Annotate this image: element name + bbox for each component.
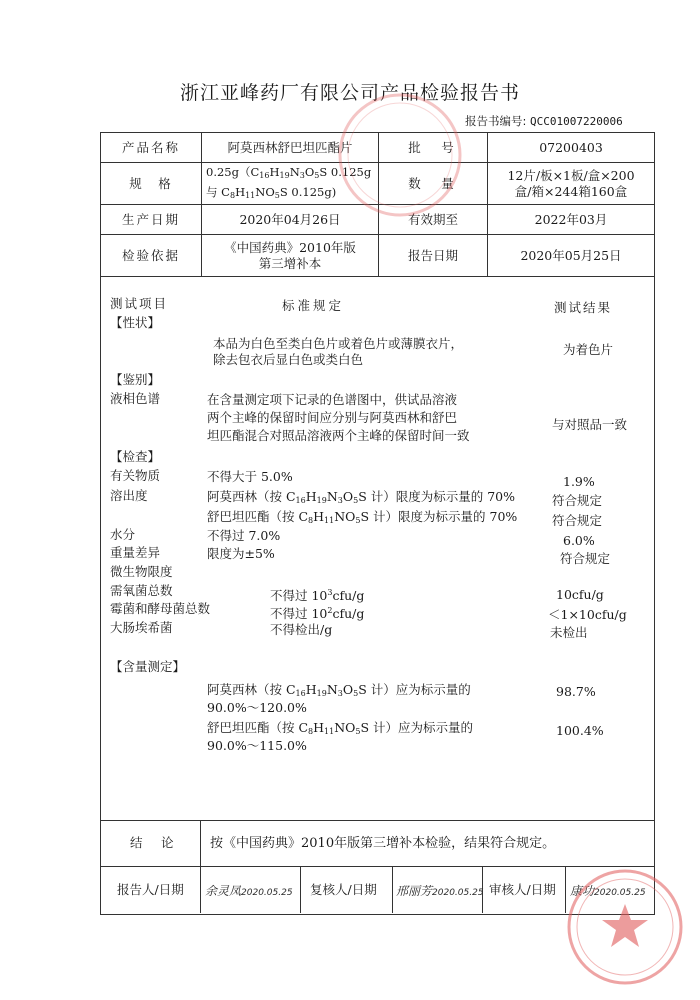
water-result: 6.0% bbox=[563, 533, 595, 548]
assay-range-2: 90.0%～115.0% bbox=[207, 738, 307, 753]
dissolution-result-2: 符合规定 bbox=[552, 513, 603, 528]
reporter-signature: 余灵凤2020.05.25 bbox=[205, 884, 293, 898]
reviewer-signature: 邢丽芳2020.05.25 bbox=[396, 884, 484, 898]
seal-stamp-bottom bbox=[560, 862, 690, 992]
section-appearance: 【性状】 bbox=[110, 315, 161, 330]
report-date: 2020年05月25日 bbox=[488, 235, 655, 277]
product-name-label: 产品名称 bbox=[101, 133, 202, 163]
aerobic-standard: 不得过 $10^3cfu/g$ bbox=[270, 588, 365, 603]
assay-standard-2: 舒巴坦匹酯（按 $C_8H_{11}NO_5S$ 计）应为标示量的 bbox=[207, 720, 474, 736]
col-result: 测试结果 bbox=[554, 300, 613, 315]
aerobic-item: 需氧菌总数 bbox=[110, 583, 173, 598]
basis-line1: 《中国药典》2010年版 bbox=[224, 239, 356, 255]
report-title: 浙江亚峰药厂有限公司产品检验报告书 bbox=[179, 82, 520, 104]
report-number-label: 报告书编号: bbox=[465, 114, 527, 128]
dissolution-standard-2: 舒巴坦匹酯（按 $C_8H_{11}NO_5S$ 计）限度为标示量的 70% bbox=[207, 509, 518, 525]
col-standard: 标准规定 bbox=[282, 298, 345, 313]
dissolution-standard-1: 阿莫西林（按 $C_{16}H_{19}N_3O_5S$ 计）限度为标示量的 70% bbox=[207, 489, 515, 505]
aerobic-result: 10cfu/g bbox=[556, 587, 604, 602]
related-item: 有关物质 bbox=[110, 468, 161, 483]
spec-label: 规 格 bbox=[101, 163, 202, 205]
weight-item: 重量差异 bbox=[110, 545, 161, 560]
quantity-line2: 盒/箱×244箱160盒 bbox=[514, 183, 628, 199]
basis-value bbox=[202, 235, 379, 277]
report-number-value: QCC01007220006 bbox=[530, 115, 623, 128]
related-standard: 不得大于 5.0% bbox=[207, 469, 293, 484]
seal-stamp-top bbox=[325, 80, 475, 230]
batch-number: 07200403 bbox=[488, 133, 655, 163]
lc-result: 与对照品一致 bbox=[552, 417, 628, 432]
mold-result: ＜1×10cfu/g bbox=[548, 607, 627, 622]
mold-item: 霉菌和酵母菌总数 bbox=[110, 601, 211, 616]
auditor-label: 审核人/日期 bbox=[489, 882, 556, 897]
mfg-date: 2020年04月26日 bbox=[202, 205, 379, 235]
ecoli-result: 未检出 bbox=[550, 625, 588, 640]
lc-standard-line3: 坦匹酯混合对照品溶液两个主峰的保留时间一致 bbox=[207, 428, 470, 443]
conclusion-label: 结 论 bbox=[130, 835, 177, 850]
basis-line2: 第三增补本 bbox=[258, 255, 322, 271]
lc-item: 液相色谱 bbox=[110, 391, 161, 406]
ecoli-item: 大肠埃希菌 bbox=[110, 620, 173, 635]
report-number bbox=[465, 113, 623, 129]
section-inspection: 【检查】 bbox=[110, 449, 161, 464]
reporter-label: 报告人/日期 bbox=[117, 882, 184, 897]
water-standard: 不得过 7.0% bbox=[207, 528, 281, 543]
assay-result-2: 100.4% bbox=[556, 723, 604, 738]
lc-standard-line2: 两个主峰的保留时间应分别与阿莫西林和舒巴 bbox=[207, 410, 458, 425]
assay-range-1: 90.0%～120.0% bbox=[207, 700, 307, 715]
auditor-signature: 康功2020.05.25 bbox=[570, 884, 646, 898]
weight-result: 符合规定 bbox=[560, 551, 611, 566]
divider bbox=[200, 820, 201, 866]
product-name: 阿莫西林舒巴坦匹酯片 bbox=[202, 133, 379, 163]
quantity-value bbox=[488, 163, 655, 205]
dissolution-result-1: 符合规定 bbox=[552, 493, 603, 508]
spec-line2: 与 $C_8H_{11}NO_5S$ 0.125g) bbox=[206, 184, 337, 200]
divider bbox=[200, 866, 201, 913]
quantity-line1: 12片/板×1板/盒×200 bbox=[507, 167, 635, 183]
spec-line1: $0.25g(C_{16}H_{19}N_3O_5S$ 0.125g bbox=[206, 164, 372, 180]
weight-standard: 限度为±5% bbox=[207, 546, 275, 561]
divider bbox=[300, 866, 301, 913]
divider bbox=[100, 820, 655, 821]
lc-standard-line1: 在含量测定项下记录的色谱图中，供试品溶液 bbox=[207, 392, 458, 407]
micro-item: 微生物限度 bbox=[110, 564, 173, 579]
assay-result-1: 98.7% bbox=[556, 684, 596, 699]
batch-label: 批 号 bbox=[379, 133, 488, 163]
appearance-standard-line1: 本品为白色至类白色片或着色片或薄膜衣片， bbox=[213, 336, 464, 351]
report-date-label: 报告日期 bbox=[379, 235, 488, 277]
reviewer-label: 复核人/日期 bbox=[310, 882, 377, 897]
conclusion-text: 按《中国药典》2010年版第三增补本检验，结果符合规定。 bbox=[210, 836, 556, 851]
ecoli-standard: 不得检出/g bbox=[270, 622, 333, 637]
quantity-label: 数 量 bbox=[379, 163, 488, 205]
section-identification: 【鉴别】 bbox=[110, 372, 161, 387]
basis-label: 检验依据 bbox=[101, 235, 202, 277]
dissolution-item: 溶出度 bbox=[110, 488, 148, 503]
divider bbox=[392, 866, 393, 913]
assay-standard-1: 阿莫西林（按 $C_{16}H_{19}N_3O_5S$ 计）应为标示量的 bbox=[207, 682, 471, 698]
mold-standard: 不得过 $10^2cfu/g$ bbox=[270, 606, 365, 621]
water-item: 水分 bbox=[110, 527, 136, 542]
col-test-item: 测试项目 bbox=[110, 296, 169, 311]
expiry-label: 有效期至 bbox=[379, 205, 488, 235]
appearance-result: 为着色片 bbox=[563, 342, 614, 357]
section-assay: 【含量测定】 bbox=[110, 659, 186, 674]
mfg-date-label: 生产日期 bbox=[101, 205, 202, 235]
expiry-date: 2022年03月 bbox=[488, 205, 655, 235]
appearance-standard-line2: 除去包衣后显白色或类白色 bbox=[213, 352, 364, 367]
related-result: 1.9% bbox=[563, 474, 595, 489]
